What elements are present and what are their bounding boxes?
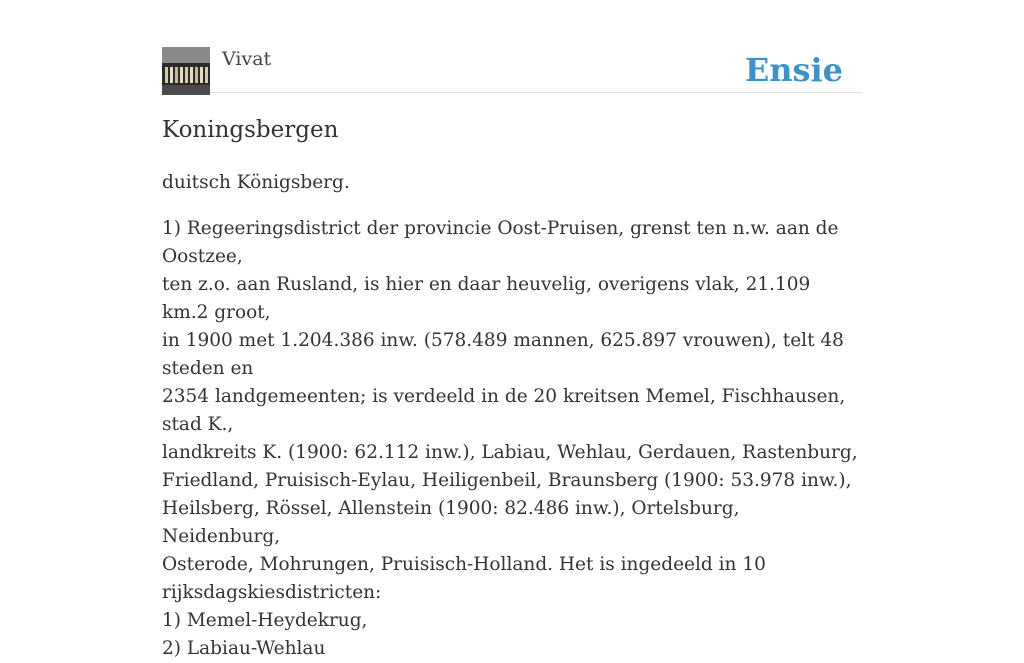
article-line: 1) Regeeringsdistrict der provincie Oost-Pruisen, grenst ten n.w. aan de Oostzee, — [162, 218, 839, 267]
site-logo[interactable]: Ensie — [744, 51, 843, 89]
site-header — [162, 46, 862, 93]
article-line: Friedland, Pruisisch-Eylau, Heiligenbeil, Braunsberg (1900: 53.978 inw.), — [162, 470, 852, 491]
article-line: 2) Labiau-Wehlau — [162, 638, 326, 659]
author-avatar[interactable] — [162, 47, 210, 95]
avatar-image — [162, 47, 210, 95]
article-line: landkreits K. (1900: 62.112 inw.), Labiau, Wehlau, Gerdauen, Rastenburg, — [162, 442, 858, 463]
author-name[interactable]: Vivat — [222, 48, 272, 70]
article-line: Osterode, Mohrungen, Pruisisch-Holland. Het is ingedeeld in 10 — [162, 554, 766, 575]
article-subtitle: duitsch Königsberg. — [162, 172, 350, 193]
article-line: ten z.o. aan Rusland, is hier en daar heuvelig, overigens vlak, 21.109 km.2 groot, — [162, 274, 811, 323]
article-line: in 1900 met 1.204.386 inw. (578.489 mannen, 625.897 vrouwen), telt 48 steden en — [162, 330, 844, 379]
article-line: Heilsberg, Rössel, Allenstein (1900: 82.486 inw.), Ortelsburg, Neidenburg, — [162, 498, 740, 547]
article-line: 1) Memel-Heydekrug, — [162, 610, 368, 631]
article-line: rijksdagskiesdistricten: — [162, 582, 382, 603]
page-title: Koningsbergen — [162, 117, 339, 143]
article-line: 2354 landgemeenten; is verdeeld in de 20 kreitsen Memel, Fischhausen, stad K., — [162, 386, 846, 435]
article-body — [162, 215, 862, 663]
